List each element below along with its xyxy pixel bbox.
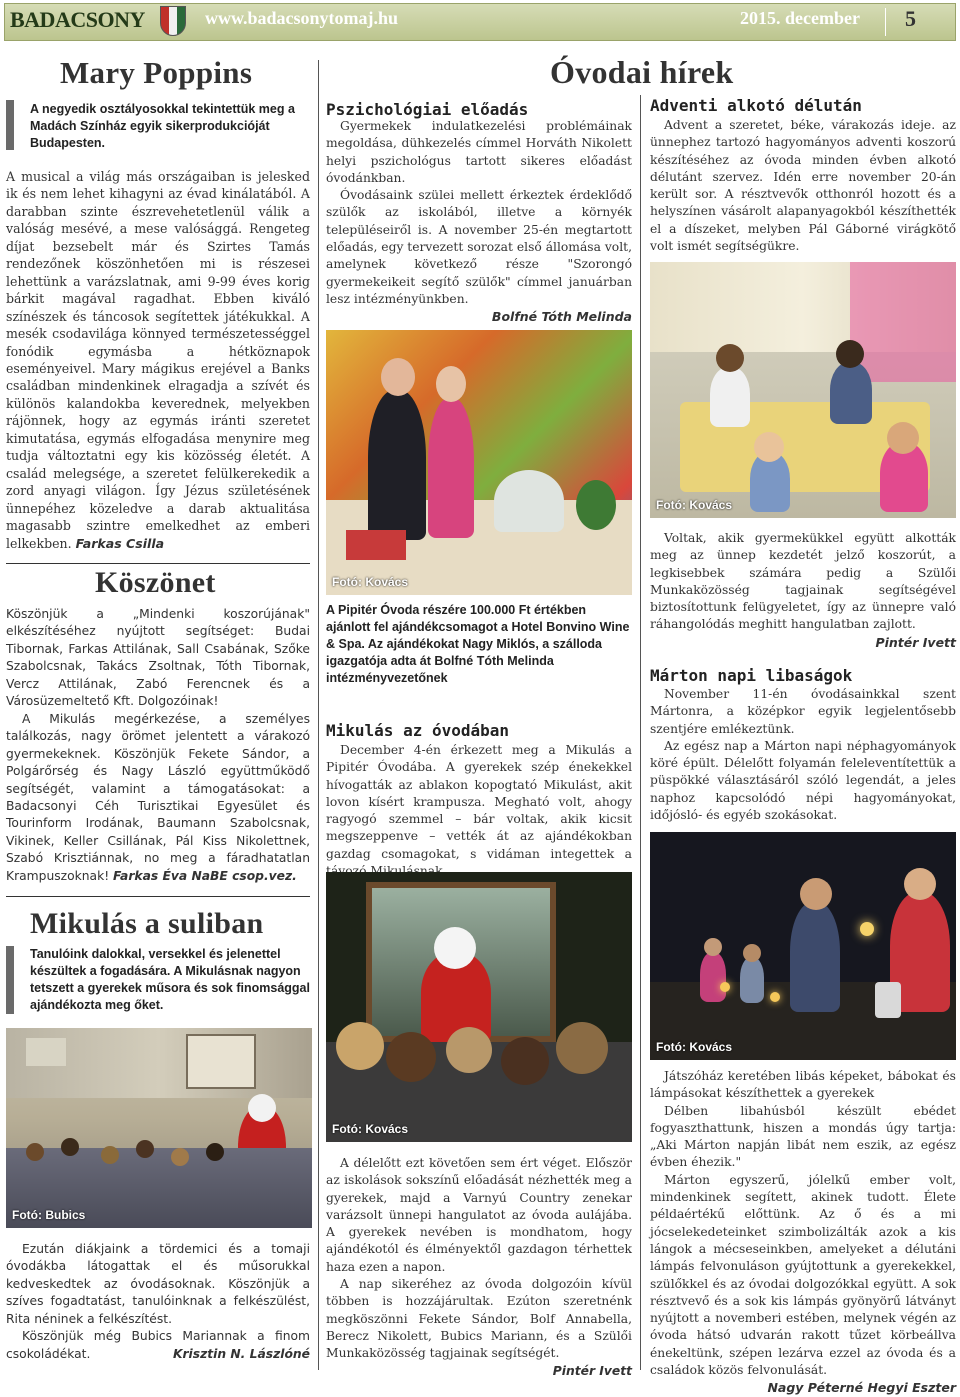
section-title: Köszönet	[95, 566, 216, 599]
section-title: Óvodai hírek	[550, 54, 734, 90]
subsection-heading: Pszichológiai előadás	[326, 100, 529, 119]
morning-body	[326, 1155, 632, 1380]
lead-bar	[6, 100, 14, 150]
thanks-signature: Farkas Éva NaBE csop.vez.	[113, 868, 297, 883]
santa-window-photo	[326, 872, 632, 1142]
martin-para-3: Játszóház keretében libás képeket, bábokat és lámpásokat készíthettek a gyerekek	[650, 1069, 956, 1101]
kindergarten-santa-body	[326, 742, 632, 880]
photo-credit: Fotó: Kovács	[656, 1040, 733, 1054]
article-lead: Tanulóink dalokkal, versekkel és jelenettel készültek a fogadására. A Mikulásnak nagyon tetszett a gyerekek műsora és sok finomsággal ajándékozta meg őket.	[30, 947, 310, 1012]
morning-para-2-text: A nap sikeréhez az óvoda dolgozóin kívül többen is hozzájárultak. Ezúton szeretnénk megköszönni Fekete Sándor, Bolf Annabella, Berecz Nikolett, Bubics Mariann, és a Szülői Munkaközösség tagjainak segítségét.	[326, 1277, 632, 1361]
advent-body	[650, 117, 956, 255]
photo-credit: Fotó: Kovács	[656, 498, 733, 512]
morning-para-1: A délelőtt ezt követően sem ért véget. Először az iskolások sokszínű előadását nézhették meg a gyerekek, majd a Varnyú Country zenekar varázsolt ünnepi hangulatot az óvoda aulájába. A gyerekek nevében is mondhatom, hogy ajándékotól és élményektől gazdagon térhettek haza ezen a napon.	[326, 1156, 632, 1274]
gift-handover-photo	[326, 330, 632, 595]
subsection-heading: Márton napi libaságok	[650, 666, 853, 685]
subsection-heading: Mikulás az óvodában	[326, 721, 510, 740]
masthead-brand: BADACSONY	[10, 7, 145, 32]
section-rule	[6, 563, 310, 564]
martin-body	[650, 686, 956, 824]
martin-para-5: Márton egyszerű, jólelkű ember volt, mindenkinek segített, akinek tudott. Élete példaértékű előttünk. Az ő és a mi jócselekedeteinket szimbolizálták azok a kis lángok a mécseseinkben, amelyeket a délutáni lámpás felvonuláson gyújtottunk a gyerekekkel, szülőkkel és az óvodai dolgozókkal együtt. A sok résztvevő és a sok kis lámpás gyönyörű látványt nyújtott a novemberi estében, melynek végén az óvoda hátsó udvarán rakott tűzet körbeállva énekeltünk, szépen lezárva ezzel az óvoda és a családok közös felvonulását.	[650, 1172, 956, 1378]
martin-body-2	[650, 1068, 956, 1397]
photo-caption: A Pipitér Óvoda részére 100.000 Ft értékben ajánlott fel ajándékcsomagot a Hotel Bonvino Wine & Spa. Az ajándékokat Nagy Miklós, a szálloda igazgatója adta át Bolfné Tóth Melinda intézményvezetőnek	[326, 603, 630, 685]
header-divider	[885, 8, 886, 36]
article-title: Mary Poppins	[60, 55, 253, 90]
psych-signature: Bolfné Tóth Melinda	[491, 309, 632, 325]
photo-credit: Fotó: Bubics	[12, 1208, 86, 1222]
kindergarten-santa-para: December 4-én érkezett meg a Mikulás a Pipitér Óvodába. A gyerekek szép énekekkel hívogatták az ablakon kopogtató Mikulást, akit lovon kísért krampusza. Megható volt, ahogy ragyogó szemmel – bár voltak, akik kicsit megszeppenve – vették át az ajándékokban gazdag csomagokat, s vidáman integettek a	[326, 743, 632, 861]
psych-para-1: Gyermekek indulatkezelési problémáinak megoldása, dühkezelés címmel Horváth Nikolett helyi pszichológus tartott sikeres előadást óvodánkban.	[326, 119, 632, 185]
thanks-para-1: Köszönjük a „Mindenki koszorújának" elkészítéséhez nyújtott segítséget: Budai Tibornak, Farkas Attilának, Sall Csabának, Szőke Szabolcsnak, Takács Zsoltnak, Tóth Tibornak, Vercz Attilának, Zabó Ferencnek és a Városüzemeltető Kft. Dolgozóinak!	[6, 607, 310, 709]
school-santa-photo	[6, 1028, 312, 1228]
martin-para-2: Az egész nap a Márton napi néphagyományok köré épült. Délelőtt folyamán feleleventítettük a püspökké választásáról szóló legendát, a jeles naphoz kapcsolódó népi hagyományokat, időjósló- és egyéb szokásokat.	[650, 738, 956, 823]
article-signature: Farkas Csilla	[75, 535, 165, 551]
article-body	[6, 168, 310, 552]
page-header	[0, 0, 960, 44]
school-signature: Krisztin N. Lászlóné	[172, 1346, 310, 1361]
school-para-2	[6, 1328, 310, 1363]
coat-of-arms-icon	[160, 6, 186, 36]
psych-para-2: Óvodásaink szülei mellett érkeztek érdeklődő szülők az iskolából, illetve a környék településeiről is. A november 25-én megtartott előadás, egy tervezett sorozat első állomása volt, amelynek következő része "Szorongó gyermekeikeit segítő szülők" címmel januárban lesz intézményünkben.	[326, 188, 632, 306]
thanks-body	[6, 606, 310, 885]
school-para-1: Ezután diákjaink a tördemici és a tomaji óvodákba látogattak el és műsorukkal kedveskedtek az óvodásoknak. Köszönjük a szíves fogadtatást, tanulóinknak a felkészülést, Rita néninek a felkészítést.	[6, 1242, 310, 1326]
advent-body-2	[650, 530, 956, 651]
school-santa-body	[6, 1241, 310, 1363]
thanks-para-2	[6, 711, 310, 886]
lead-bar	[6, 946, 14, 1014]
psych-body	[326, 118, 632, 326]
issue-date: 2015. december	[740, 8, 860, 28]
section-rule	[6, 896, 310, 897]
advent-workshop-photo	[650, 262, 956, 518]
advent-para-2: Voltak, akik gyermekükkel együtt alkották meg az ünnep kezdetét jelző koszorút, a legkisebbek számára pedig a Szülői Munkaközösség tagjainak segítségével biztosítottunk felügyeletet, így az ünnepre való ráhangolódás meghitt hangulatban zajlott.	[650, 531, 956, 632]
morning-para-2	[326, 1276, 632, 1378]
subsection-heading: Adventi alkotó délután	[650, 96, 862, 115]
school-para-2-text: Köszönjük még Bubics Mariannak a finom csokoládékat.	[6, 1329, 310, 1361]
article-lead: A negyedik osztályosokkal tekintettük meg a Madách Színház egyik sikerprodukcióját Budapesten.	[30, 102, 295, 150]
column-divider-right	[640, 95, 641, 1370]
martin-signature: Nagy Péterné Hegyi Eszter	[767, 1380, 956, 1396]
lantern-parade-photo	[650, 832, 956, 1060]
page-number: 5	[905, 6, 916, 31]
thanks-para-2-text: A Mikulás megérkezése, a személyes találkozás, nagy örömet jelentett a várakozó gyermekeknek. Köszönjük Fekete Sándor, a Polgárőrség és Nagy László együttműködő segítségét, valamint a támogatásokat: a Badacsonyi Céh Turisztikai Egyesület és Tourinform Irodának, Baumann Szabolcsnak, Vikinek, Keller Csillának, Pál Kiss Nikolettnek, Szabó Krisztiánnak, no meg a fáradhatatlan Krampuszoknak!	[6, 711, 310, 883]
advent-signature: Pintér Ivett	[875, 634, 956, 650]
section-title: Mikulás a suliban	[30, 907, 264, 940]
photo-credit: Fotó: Kovács	[332, 1122, 409, 1136]
photo-credit: Fotó: Kovács	[332, 575, 409, 589]
martin-para-4: Délben libahúsból készült ebédet fogyaszthattunk, hiszen a mondás úgy tartja: „Aki Márton napján libát nem eszik, az egész évben éhezik."	[650, 1103, 956, 1170]
morning-signature: Pintér Ivett	[552, 1363, 632, 1378]
website-url[interactable]: www.badacsonytomaj.hu	[205, 8, 399, 28]
article-text: A musical a világ más országaiban is jelesked ik és nem lehet kihagyni az évad kinálatából. A darabban szinte észrevehetetlenül válik a valóság mesévé, a mese valósággá. Rengeteg díjat bezsebelt már és Szirtes Tamás rendezőnek köszönhetően mi is részesei lehettünk a varázslatnak, ami 9-99 éves korig bárkit magával ragadhat. Ebben kiváló színészek és táncosok segítettek játékukkal. A mesék csodavilága könnyed természetességgel fonódik egymásba a hétköznapok eseményeivel. Mary mágikus erejével a Banks családban mindenkinek elragadja a szívét és különös kalandokba keverednek, melyekben rájönnek, hogy az egymás iránti szeretet kimutatása, egymás elfogadása menynire meg tudja változtatni egy kis közösség életét. A család melegsége, a szeretet felülkerekedik a zord anyagi világon. Így Jézus születésének ünnepéhez közeledve a darab aktualitása magasabb szintre emelkedhet az emberi lelkekben.	[6, 169, 310, 551]
advent-para-1: Advent a szeretet, béke, várakozás ideje. az ünnephez tartozó hagyományos adventi koszorú készítéséhez az óvoda minden évben alkotó délutánt szervez. Idén erre november 20-án került sor. A résztvevők otthonról hozott és a helyszínen vásárolt alapanyagokból készíthették el a díszeket, melyben Pál Gáborné virágkötő volt ismét segítségükre.	[650, 118, 956, 254]
column-divider-left	[318, 60, 319, 1370]
martin-para-1: November 11-én óvodásainkkal szent Mártonra, a középkor egyik legjelentősebb szentjére emlékeztünk.	[650, 687, 956, 736]
